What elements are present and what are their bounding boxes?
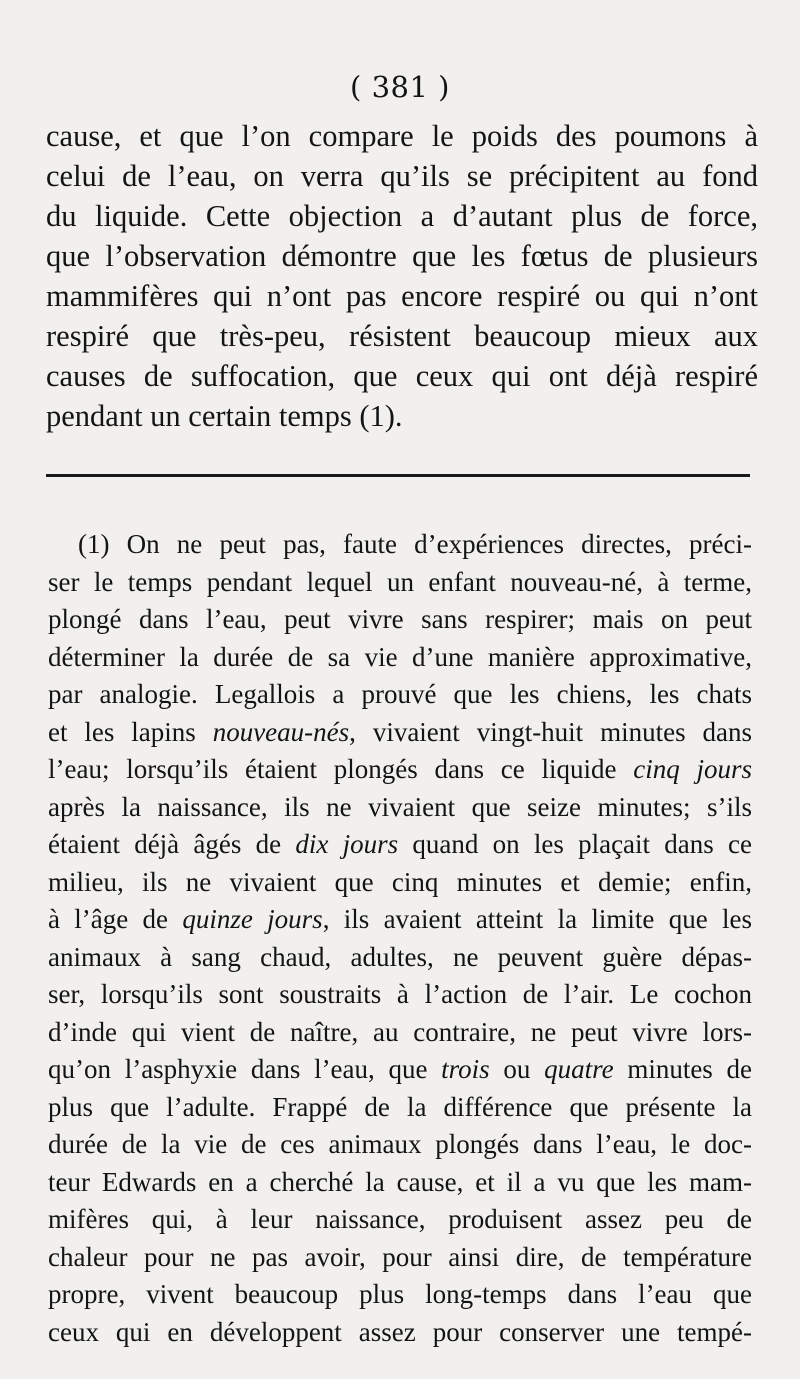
page-number: ( 381 )	[350, 70, 450, 104]
footnote-line: mifères qui, à leur naissance, produisent assez peu de	[48, 1204, 752, 1234]
footnote-line: déterminer la durée de sa vie d’une manière approximative,	[48, 641, 752, 672]
text-run: , ils avaient atteint la limite que les	[322, 904, 752, 934]
footnote-line: teur Edwards en a cherché la cause, et il a vu que les mam-	[48, 1166, 752, 1197]
footnote-line: propre, vivent beaucoup plus long-temps dans l’eau que	[48, 1279, 752, 1309]
footnote-line	[48, 751, 752, 789]
text-run: , vivaient vingt-huit minutes dans	[349, 716, 752, 747]
main-text	[46, 116, 758, 436]
footnote-line: par analogie. Legallois a prouvé que les chiens, les chats	[48, 679, 752, 709]
footnote-line	[48, 826, 752, 864]
text-line: cause, et que l’on compare le poids des poumons à	[46, 119, 758, 153]
footnote-line: plongé dans l’eau, peut vivre sans respirer; mais on peut	[48, 604, 752, 634]
footnote-separator	[46, 474, 750, 477]
footnote-line: plus que l’adulte. Frappé de la différence que présente la	[48, 1091, 752, 1122]
footnote-line: ser le temps pendant lequel un enfant nouveau-né, à terme,	[48, 566, 752, 597]
footnote-line: après la naissance, ils ne vivaient que seize minutes; s’ils	[48, 791, 752, 822]
footnote	[48, 526, 752, 1351]
text-line: causes de suffocation, que ceux qui ont déjà respiré	[46, 359, 758, 393]
footnote-line: milieu, ils ne vivaient que cinq minutes et demie; enfin,	[48, 866, 752, 897]
text-line: respiré que très-peu, résistent beaucoup mieux aux	[46, 319, 758, 353]
italic-text: cinq jours	[633, 754, 752, 784]
text-line: du liquide. Cette objection a d’autant plus de force,	[46, 199, 758, 233]
footnote-line: durée de la vie de ces animaux plongés dans l’eau, le doc-	[48, 1129, 752, 1159]
italic-text: trois	[441, 1054, 490, 1084]
footnote-line	[48, 901, 752, 939]
italic-text: nouveau-nés	[212, 716, 350, 747]
text-line: que l’observation démontre que les fœtus de plusieurs	[46, 239, 758, 273]
italic-text: quatre	[544, 1054, 614, 1084]
text-line: pendant un certain temps (1).	[46, 399, 403, 433]
footnote-line	[48, 714, 752, 752]
footnote-line: ceux qui en développent assez pour conserver une tempé-	[48, 1316, 752, 1347]
text-run: étaient déjà âgés de	[48, 829, 296, 859]
text-run: l’eau; lorsqu’ils étaient plongés dans ce liquide	[48, 754, 634, 784]
text-run: ou	[489, 1054, 545, 1084]
text-run: et les lapins	[48, 716, 213, 747]
footnote-line: chaleur pour ne pas avoir, pour ainsi dire, de température	[48, 1241, 752, 1272]
text-line: mammifères qui n’ont pas encore respiré ou qui n’ont	[46, 279, 758, 313]
footnote-line: (1) On ne peut pas, faute d’expériences directes, préci-	[78, 529, 752, 559]
footnote-line: ser, lorsqu’ils sont soustraits à l’action de l’air. Le cochon	[48, 979, 752, 1009]
text-run: qu’on l’asphyxie dans l’eau, que	[48, 1054, 442, 1084]
italic-text: quinze jours	[182, 904, 323, 934]
footnote-line: d’inde qui vient de naître, au contraire, ne peut vivre lors-	[48, 1016, 752, 1047]
italic-text: dix jours	[295, 829, 399, 859]
text-run: minutes de	[613, 1054, 752, 1084]
footnote-line	[48, 1051, 752, 1089]
text-run: quand on les plaçait dans ce	[398, 829, 752, 859]
footnote-line: animaux à sang chaud, adultes, ne peuvent guère dépas-	[48, 941, 752, 972]
text-line: celui de l’eau, on verra qu’ils se précipitent au fond	[46, 159, 758, 193]
text-run: à l’âge de	[48, 904, 183, 934]
